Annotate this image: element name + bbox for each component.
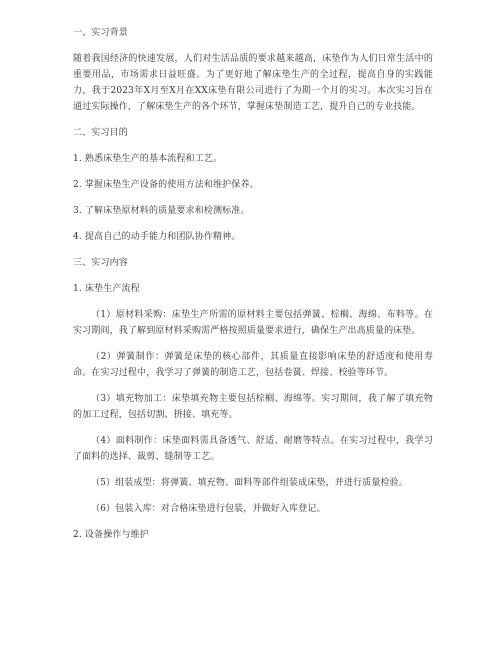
- section-heading-content: 三、实习内容: [73, 258, 128, 268]
- purpose-item-3: 3. 了解床垫原材料的质量要求和检测标准。: [73, 206, 250, 216]
- section-heading-background: 一、实习背景: [73, 28, 128, 38]
- section-heading-purpose: 二、实习目的: [73, 128, 128, 138]
- process-paragraph-1: （1）原材料采购：床垫生产所需的原材料主要包括弹簧、棕榈、海绵、布料等。在实习期间，我了解到原材料采购需严格按照质量要求进行，确保生产出高质量的床垫。: [73, 310, 433, 336]
- background-paragraph: 随着我国经济的快速发展，人们对生活品质的要求越来越高，床垫作为人们日常生活中的重要用品，市场需求日益旺盛。为了更好地了解床垫生产的全过程，提高自身的实践能力，我于2023年X月至X月在XX床垫有限公司进行了为期一个月的实习。本次实习旨在通过实际操作，了解床垫生产的各个环节，掌握床垫制造工艺，提升自己的专业技能。: [73, 54, 433, 112]
- subsection-heading-process: 1. 床垫生产流程: [73, 284, 140, 294]
- document-page: [73, 25, 433, 553]
- process-paragraph-4: （4）面料制作：床垫面料需具备透气、舒适、耐磨等特点。在实习过程中，我学习了面料的选择、裁剪、缝制等工艺。: [73, 436, 433, 462]
- purpose-item-1: 1. 熟悉床垫生产的基本流程和工艺。: [73, 154, 223, 164]
- subsection-heading-equipment: 2. 设备操作与维护: [73, 530, 149, 540]
- purpose-item-2: 2. 掌握床垫生产设备的使用方法和维护保养。: [73, 180, 259, 190]
- process-paragraph-2: （2）弹簧制作：弹簧是床垫的核心部件，其质量直接影响床垫的舒适度和使用寿命。在实习过程中，我学习了弹簧的制造工艺，包括卷簧、焊接、校验等环节。: [73, 352, 433, 378]
- purpose-item-4: 4. 提高自己的动手能力和团队协作精神。: [73, 232, 241, 242]
- process-paragraph-6: （6）包装入库：对合格床垫进行包装，并做好入库登记。: [91, 504, 326, 514]
- process-paragraph-5: （5）组装成型：将弹簧、填充物、面料等部件组装成床垫，并进行质量检验。: [91, 478, 408, 488]
- process-paragraph-3: （3）填充物加工：床垫填充物主要包括棕榈、海绵等。实习期间，我了解了填充物的加工过程，包括切割、拼接、填充等。: [73, 394, 433, 420]
